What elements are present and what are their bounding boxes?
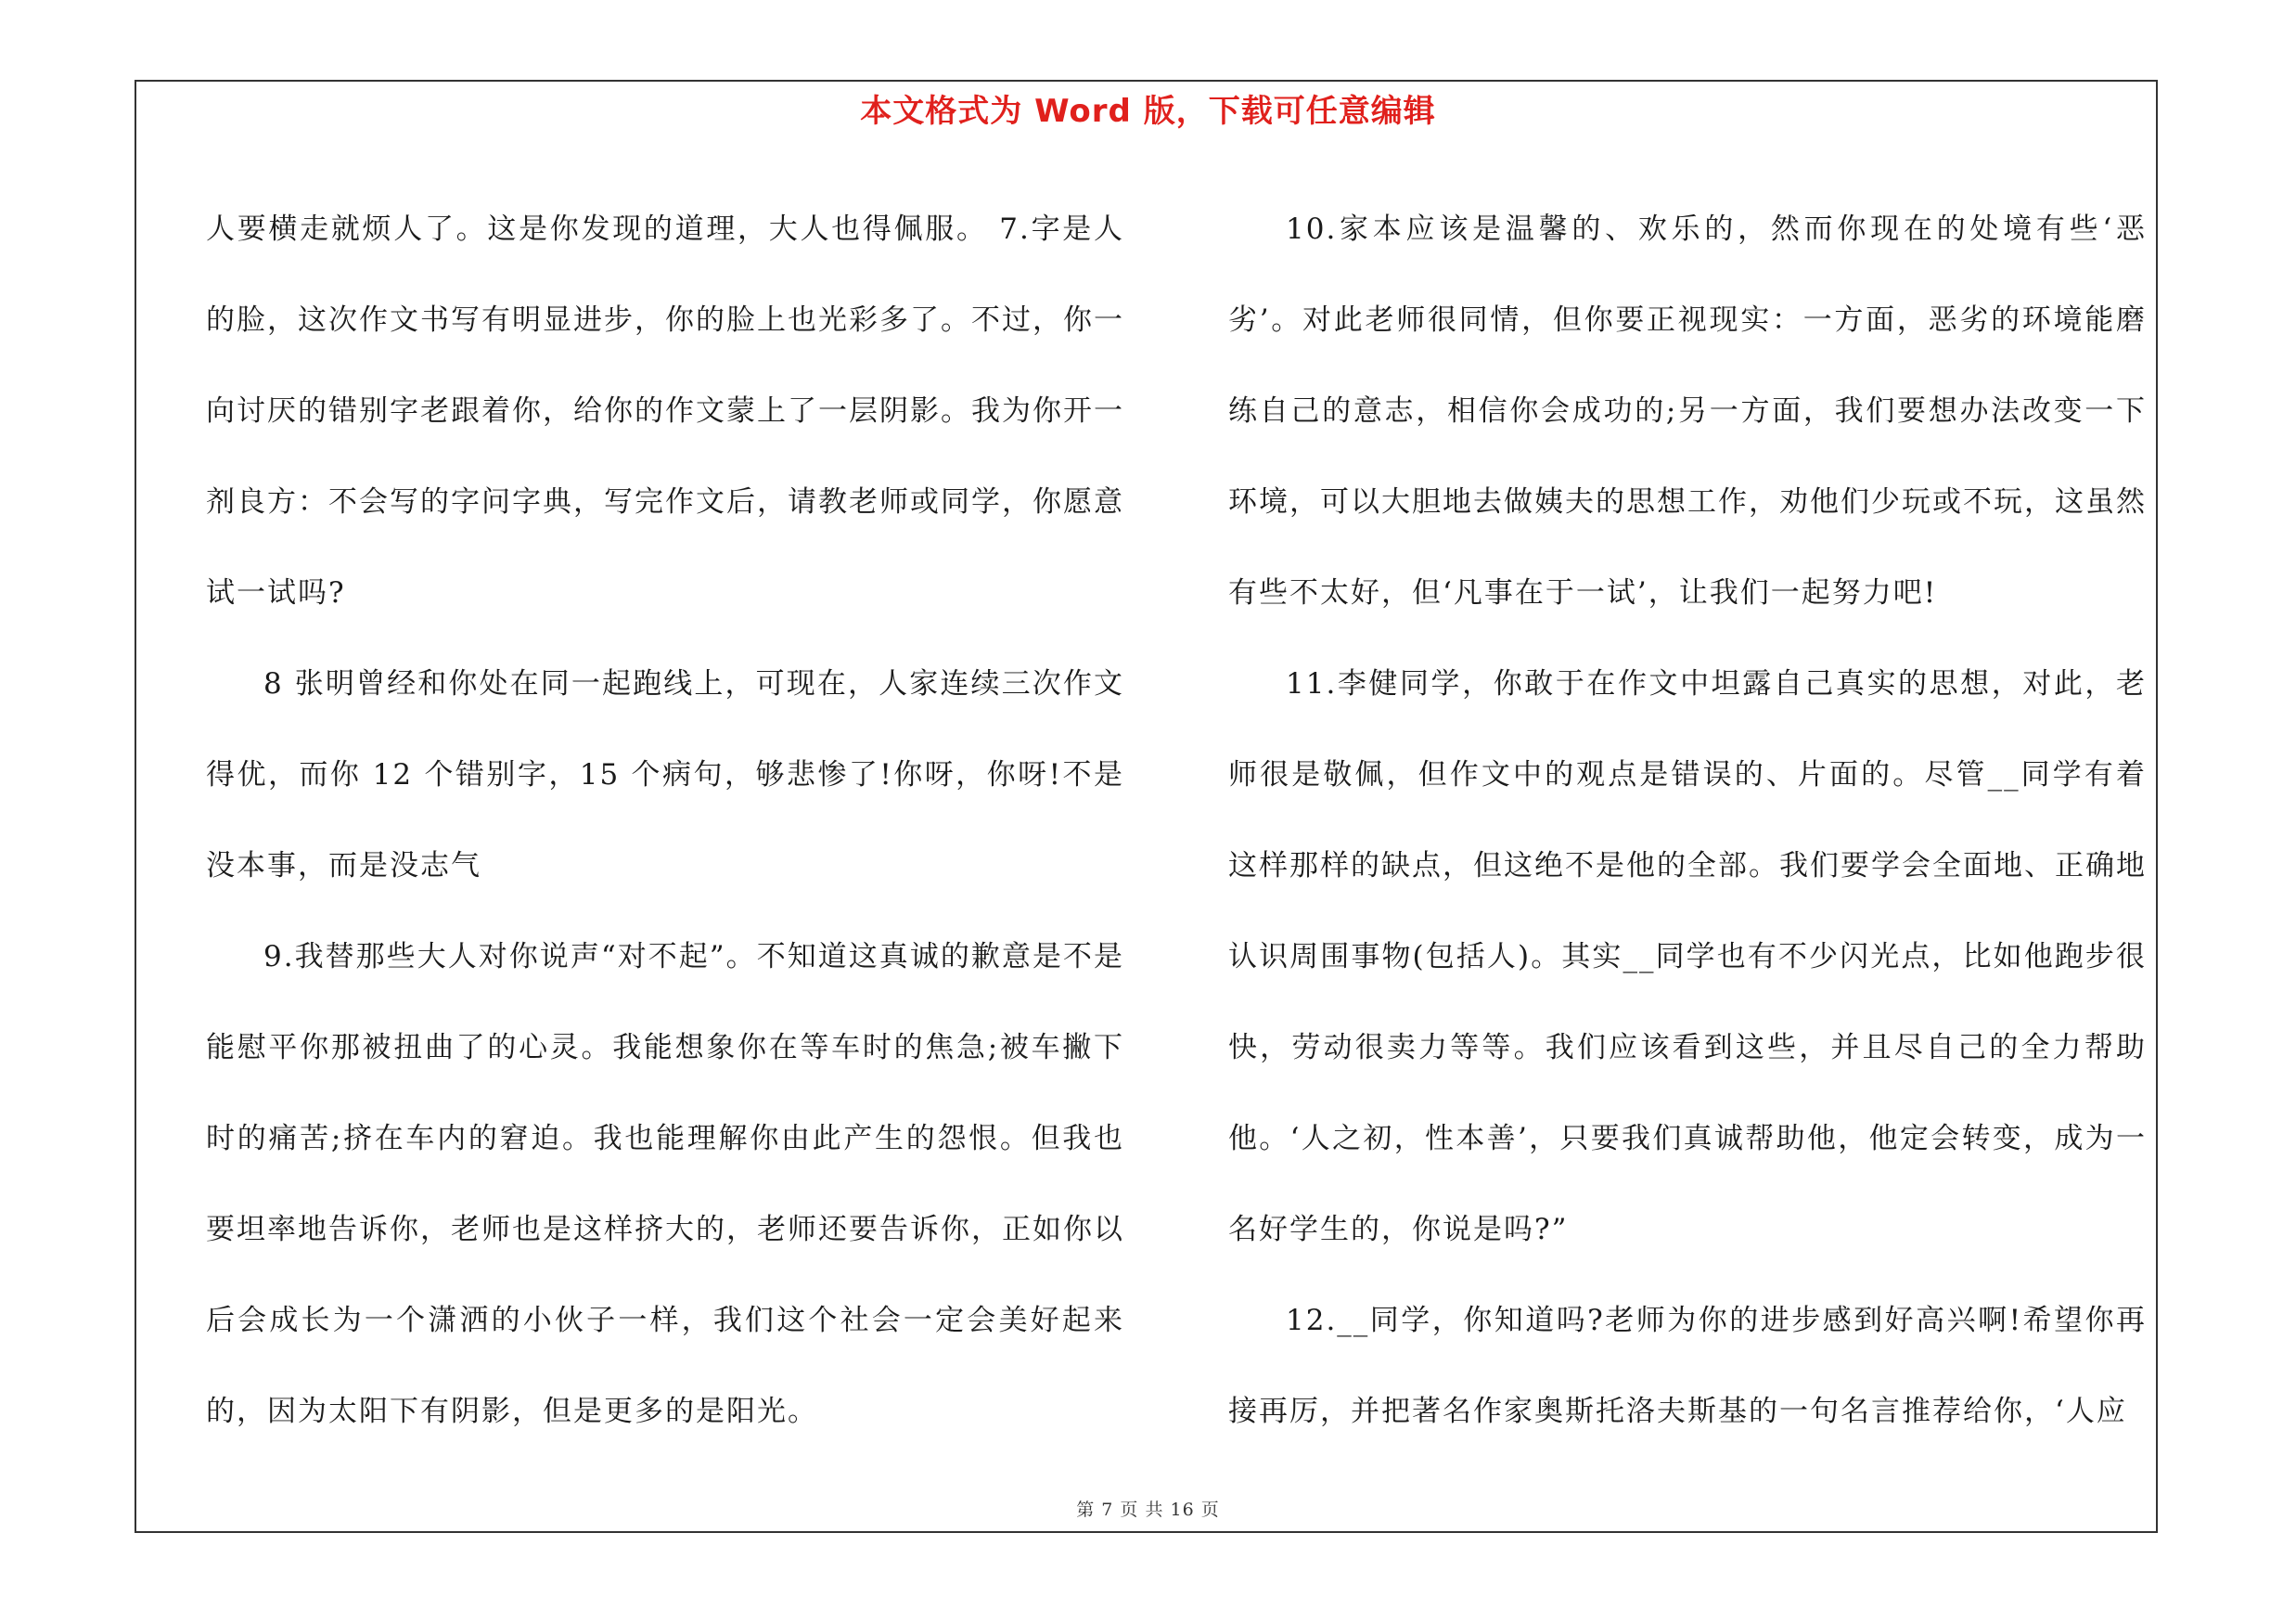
page-number: 第 7 页 共 16 页 — [1076, 1500, 1220, 1520]
format-banner: 本文格式为 Word 版，下载可任意编辑 — [860, 93, 1436, 130]
left-column — [206, 184, 1124, 1457]
paragraph: 12.__同学，你知道吗?老师为你的进步感到好高兴啊!希望你再接再厉，并把著名作家奥斯托洛夫斯基的一句名言推荐给你，‘人应 — [1228, 1304, 2147, 1428]
paragraph: 9.我替那些大人对你说声“对不起”。不知道这真诚的歉意是不是能慰平你那被扭曲了的心灵。我能想象你在等车时的焦急;被车撇下时的痛苦;挤在车内的窘迫。我也能理解你由此产生的怨恨。但我也要坦率地告诉你，老师也是这样挤大的，老师还要告诉你，正如你以后会成长为一个潇洒的小伙子一样，我们这个社会一定会美好起来的，因为太阳下有阴影，但是更多的是阳光。 — [206, 940, 1124, 1428]
paragraph: 8 张明曾经和你处在同一起跑线上，可现在，人家连续三次作文得优，而你 12 个错别字，15 个病句，够悲惨了!你呀，你呀!不是没本事，而是没志气 — [206, 667, 1124, 882]
paragraph: 人要横走就烦人了。这是你发现的道理，大人也得佩服。 7.字是人的脸，这次作文书写有明显进步，你的脸上也光彩多了。不过，你一向讨厌的错别字老跟着你，给你的作文蒙上了一层阴影。我为你开一剂良方：不会写的字问字典，写完作文后，请教老师或同学，你愿意试一试吗? — [206, 213, 1124, 610]
right-column — [1228, 184, 2147, 1457]
paragraph: 10.家本应该是温馨的、欢乐的，然而你现在的处境有些‘恶劣’。对此老师很同情，但你要正视现实：一方面，恶劣的环境能磨练自己的意志，相信你会成功的;另一方面，我们要想办法改变一下环境，可以大胆地去做姨夫的思想工作，劝他们少玩或不玩，这虽然有些不太好，但‘凡事在于一试’，让我们一起努力吧! — [1228, 213, 2147, 610]
paragraph: 11.李健同学，你敢于在作文中坦露自己真实的思想，对此，老师很是敬佩，但作文中的观点是错误的、片面的。尽管__同学有着这样那样的缺点，但这绝不是他的全部。我们要学会全面地、正确地认识周围事物(包括人)。其实__同学也有不少闪光点，比如他跑步很快，劳动很卖力等等。我们应该看到这些，并且尽自己的全力帮助他。‘人之初，性本善’，只要我们真诚帮助他，他定会转变，成为一名好学生的，你说是吗?” — [1228, 667, 2147, 1246]
